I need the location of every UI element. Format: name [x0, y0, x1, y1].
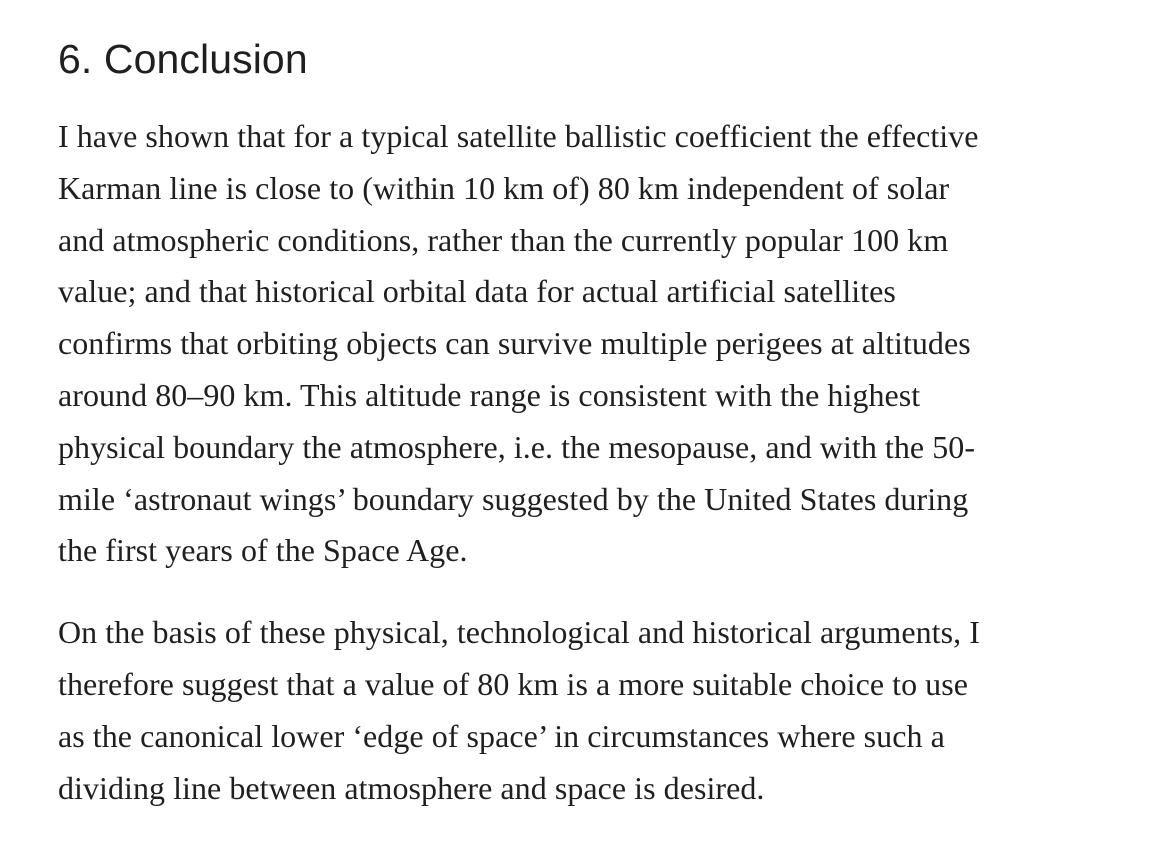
conclusion-section [58, 30, 1138, 814]
text-line: therefore suggest that a value of 80 km is a more suitable choice to use [58, 665, 968, 702]
text-line: around 80–90 km. This altitude range is consistent with the highest [58, 376, 921, 413]
text-line: and atmospheric conditions, rather than the currently popular 100 km [58, 221, 949, 258]
text-line: value; and that historical orbital data for actual artificial satellites [58, 273, 896, 310]
text-line: as the canonical lower ‘edge of space’ in circumstances where such a [58, 717, 945, 754]
section-heading: 6. Conclusion [58, 36, 308, 82]
paragraph-2 [58, 607, 1138, 814]
paragraph-1 [58, 111, 1138, 577]
text-line: confirms that orbiting objects can survive multiple perigees at altitudes [58, 325, 971, 362]
text-line: On the basis of these physical, technological and historical arguments, I [58, 614, 980, 651]
text-line: I have shown that for a typical satellite ballistic coefficient the effective [58, 118, 979, 154]
text-line: Karman line is close to (within 10 km of) 80 km independent of solar [58, 169, 950, 206]
text-line: physical boundary the atmosphere, i.e. the mesopause, and with the 50- [58, 428, 976, 465]
text-line: the first years of the Space Age. [58, 532, 468, 569]
text-line: dividing line between atmosphere and space is desired. [58, 769, 765, 806]
text-line: mile ‘astronaut wings’ boundary suggested by the United States during [58, 480, 969, 517]
